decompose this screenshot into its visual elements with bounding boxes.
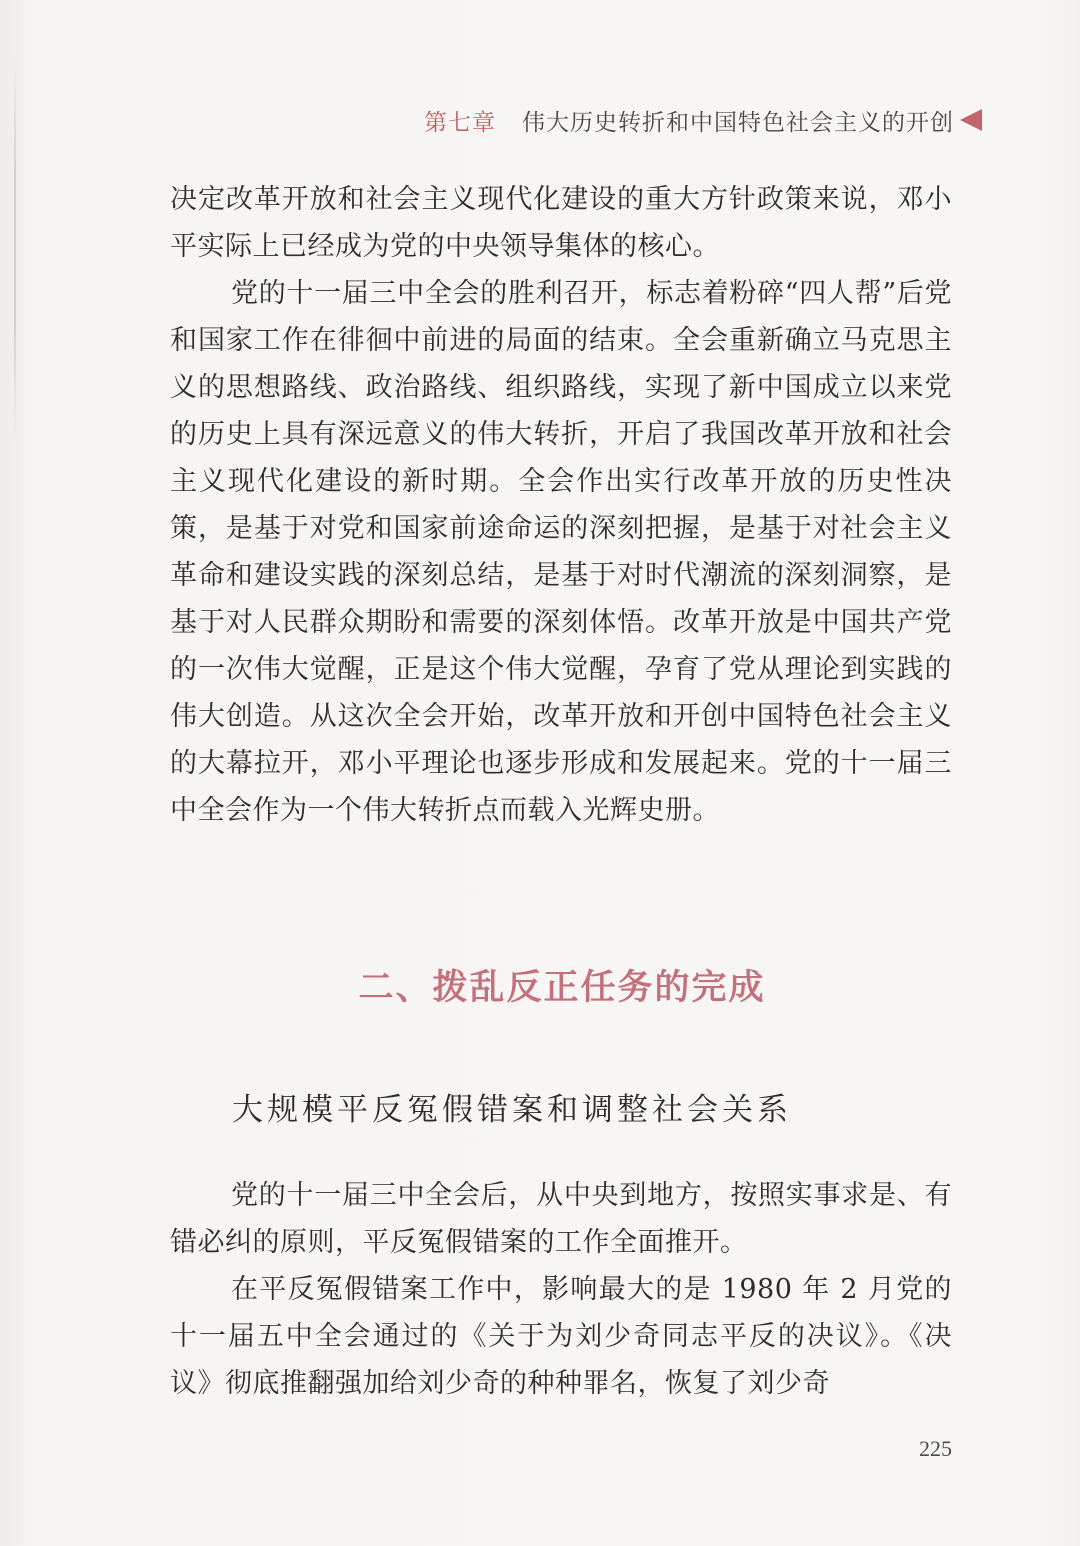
- page-fold-shadow: [14, 60, 16, 440]
- page-number: 225: [919, 1436, 952, 1461]
- paragraph-liu-shaoqi: 在平反冤假错案工作中，影响最大的是 1980 年 2 月党的十一届五中全会通过的《关于为刘少奇同志平反的决议》。《决议》彻底推翻强加给刘少奇的种种罪名，恢复了刘少奇: [170, 1274, 952, 1399]
- subsection-title: 大规模平反冤假错案和调整社会关系: [232, 1092, 792, 1128]
- section-title: 二、拨乱反正任务的完成: [358, 968, 766, 1008]
- paragraph-third-plenum: 党的十一届三中全会的胜利召开，标志着粉碎“四人帮”后党和国家工作在徘徊中前进的局面的结束。全会重新确立马克思主义的思想路线、政治路线、组织路线，实现了新中国成立以来党的历史上具有深远意义的伟大转折，开启了我国改革开放和社会主义现代化建设的新时期。全会作出实行改革开放的历史性决策，是基于对党和国家前途命运的深刻把握，是基于对社会主义革命和建设实践的深刻总结，是基于对时代潮流的深刻洞察，是基于对人民群众期盼和需要的深刻体悟。改革开放是中国共产党的一次伟大觉醒，正是这个伟大觉醒，孕育了党从理论到实践的伟大创造。从这次全会开始，改革开放和开创中国特色社会主义的大幕拉开，邓小平理论也逐步形成和发展起来。党的十一届三中全会作为一个伟大转折点而载入光辉史册。: [170, 278, 952, 826]
- chapter-title: 伟大历史转折和中国特色社会主义的开创: [522, 109, 954, 136]
- paragraph-continued: 决定改革开放和社会主义现代化建设的重大方针政策来说，邓小平实际上已经成为党的中央领导集体的核心。: [170, 184, 952, 262]
- chapter-number: 第七章: [424, 109, 496, 136]
- paragraph-rehabilitation: 党的十一届三中全会后，从中央到地方，按照实事求是、有错必纠的原则，平反冤假错案的工作全面推开。: [170, 1180, 952, 1258]
- triangle-marker-icon: [960, 109, 982, 131]
- running-header: [424, 104, 982, 136]
